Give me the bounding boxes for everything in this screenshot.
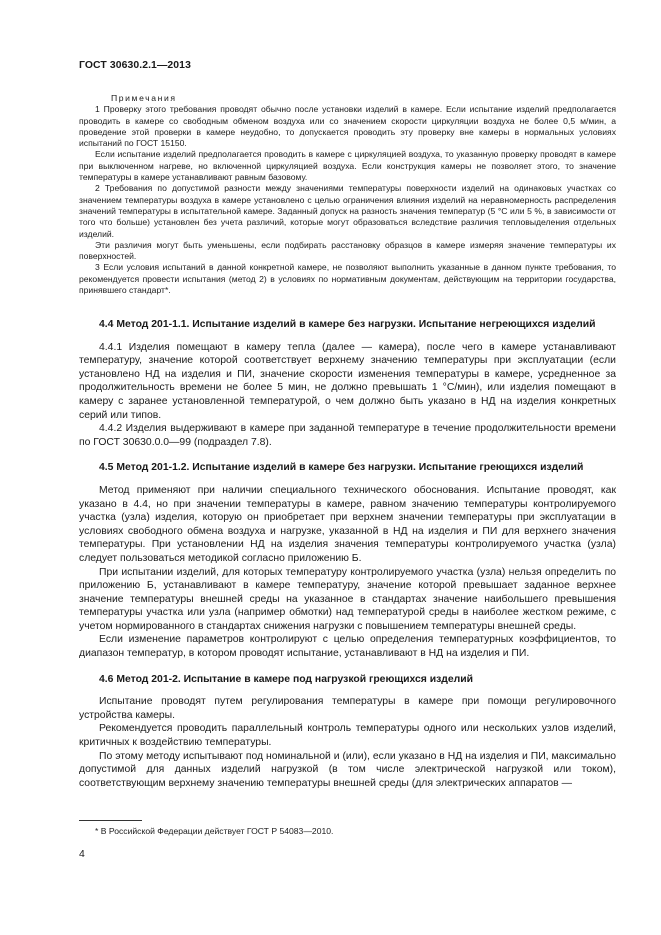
section-heading-4-6: 4.6 Метод 201-2. Испытание в камере под нагрузкой греющихся изделий [99,673,474,685]
paragraph-4-5-3: Если изменение параметров контролируют с целью определения температурных коэффициентов, то диапазон температур, в котором проводят испытание, устанавливают в НД на изделия и ПИ. [79,634,616,660]
footnote: * В Российской Федерации действует ГОСТ Р 54083—2010. [95,826,334,836]
notes-block [79,93,616,296]
paragraph-4-4-2: 4.4.2 Изделия выдерживают в камере при заданной температуре в течение продолжительности времени по ГОСТ 30630.0.0—99 (подраздел 7.8). [79,423,616,448]
paragraph-4-5-1: Метод применяют при наличии специального технического обоснования. Испытание проводят, как указано в 4.4, но при значении температуры в камере, равном значению температуры контролируемого участка (узла) изделия, которую он приобретает при верхнем значении температуры при эксплуатации в условиях свободного обмена воздуха и нагрузке, указанной в НД на изделия и ПИ для верхнего значения температуры. При установлении НД на изделия значения температуры контролируемого участка (узла) следует пользоваться методикой согласно приложению Б. [79,484,616,564]
note-paragraph: 2 Требования по допустимой разности между значениями температуры поверхности изделий на одинаковых участках со значением температуры воздуха в камере установлено с целью ограничения влияния изделий на неравномерность распределения значений температуры в испытательной камере. Заданный допуск на разность значения температур (5 °С или 5 %, в зависимости от того что больше) установлен без учета различий, которые могут образоваться вследствие различия тепловыделения отдельных изделий. [79,183,616,239]
footnote-divider [79,820,142,821]
note-paragraph: 3 Если условия испытаний в данной конкретной камере, не позволяют выполнить указанные в данном пункте требования, то рекомендуется провести испытания (метод 2) в условиях по нормативным документам, действующим на территории государства, принявшего стандарт*. [79,262,616,296]
main-text [79,318,616,790]
paragraph-4-5-2: При испытании изделий, для которых температуру контролируемого участка (узла) нельзя определить по приложению Б, устанавливают в камере температуру, значение которой превышает заданное верхнее значение температуры внешней среды на указанное в стандартах значение наибольшего превышения температуры участка или узла (например обмотки) над температурой среды в наиболее жестком режиме, с учетом нормированного в стандартах снижения нагрузки с повышением температуры внешней среды. [79,566,616,632]
section-heading-4-4: 4.4 Метод 201-1.1. Испытание изделий в камере без нагрузки. Испытание негреющихся изделий [99,319,596,330]
note-paragraph: Эти различия могут быть уменьшены, если подбирать расстановку образцов в камере измеряя значение температуры их поверхностей. [79,239,616,262]
section-heading-4-5: 4.5 Метод 201-1.2. Испытание изделий в камере без нагрузки. Испытание греющихся изделий [99,462,584,474]
paragraph-4-4-1: 4.4.1 Изделия помещают в камеру тепла (далее — камера), после чего в камере устанавливают температуру, значение которой соответствует верхнему значению температуры при эксплуатации (если установлено НД на изделия и ПИ, значение скорости изменения температуры в камере, усредненное за продолжительность времени не более 5 мин, не должно превышать 1 °С/мин), или изделия помещают в камеру с заранее установленной температурой, о чем должно быть указано в НД на изделия конкретных серий или типов. [79,341,616,421]
notes-title: Примечания [111,93,177,103]
note-paragraph: 1 Проверку этого требования проводят обычно после установки изделий в камере. Если испытание изделий предполагается проводить в камере со свободным обменом воздуха или со значением скорости циркуляции воздуха не более 0,5 м/мин, а проведение этой проверки в камере неудобно, то допускается проводить эту проверку вне камеры в нормальных условиях испытаний по ГОСТ 15150. [79,104,616,149]
paragraph-4-6-3: По этому методу испытывают под номинальной и (или), если указано в НД на изделия и ПИ, максимально допустимой для данных изделий нагрузкой (в том числе электрической нагрузкой или током), соответствующим верхнему значению температуры внешней среды (для электрических аппаратов — [79,750,616,789]
document-header: ГОСТ 30630.2.1—2013 [79,60,191,71]
page-number: 4 [79,849,85,860]
paragraph-4-6-1: Испытание проводят путем регулирования температуры в камере при помощи регулировочного устройства камеры. [79,696,616,721]
paragraph-4-6-2: Рекомендуется проводить параллельный контроль температуры одного или нескольких узлов изделий, критичных к воздействию температуры. [79,723,616,749]
note-paragraph: Если испытание изделий предполагается проводить в камере с циркуляцией воздуха, то указанную проверку проводят в камере при выключенном нагреве, но включенной циркуляцией воздуха. Если конструкция камеры не позволяет этого, то значение температуры в камере устанавливают равным базовому. [79,149,616,183]
